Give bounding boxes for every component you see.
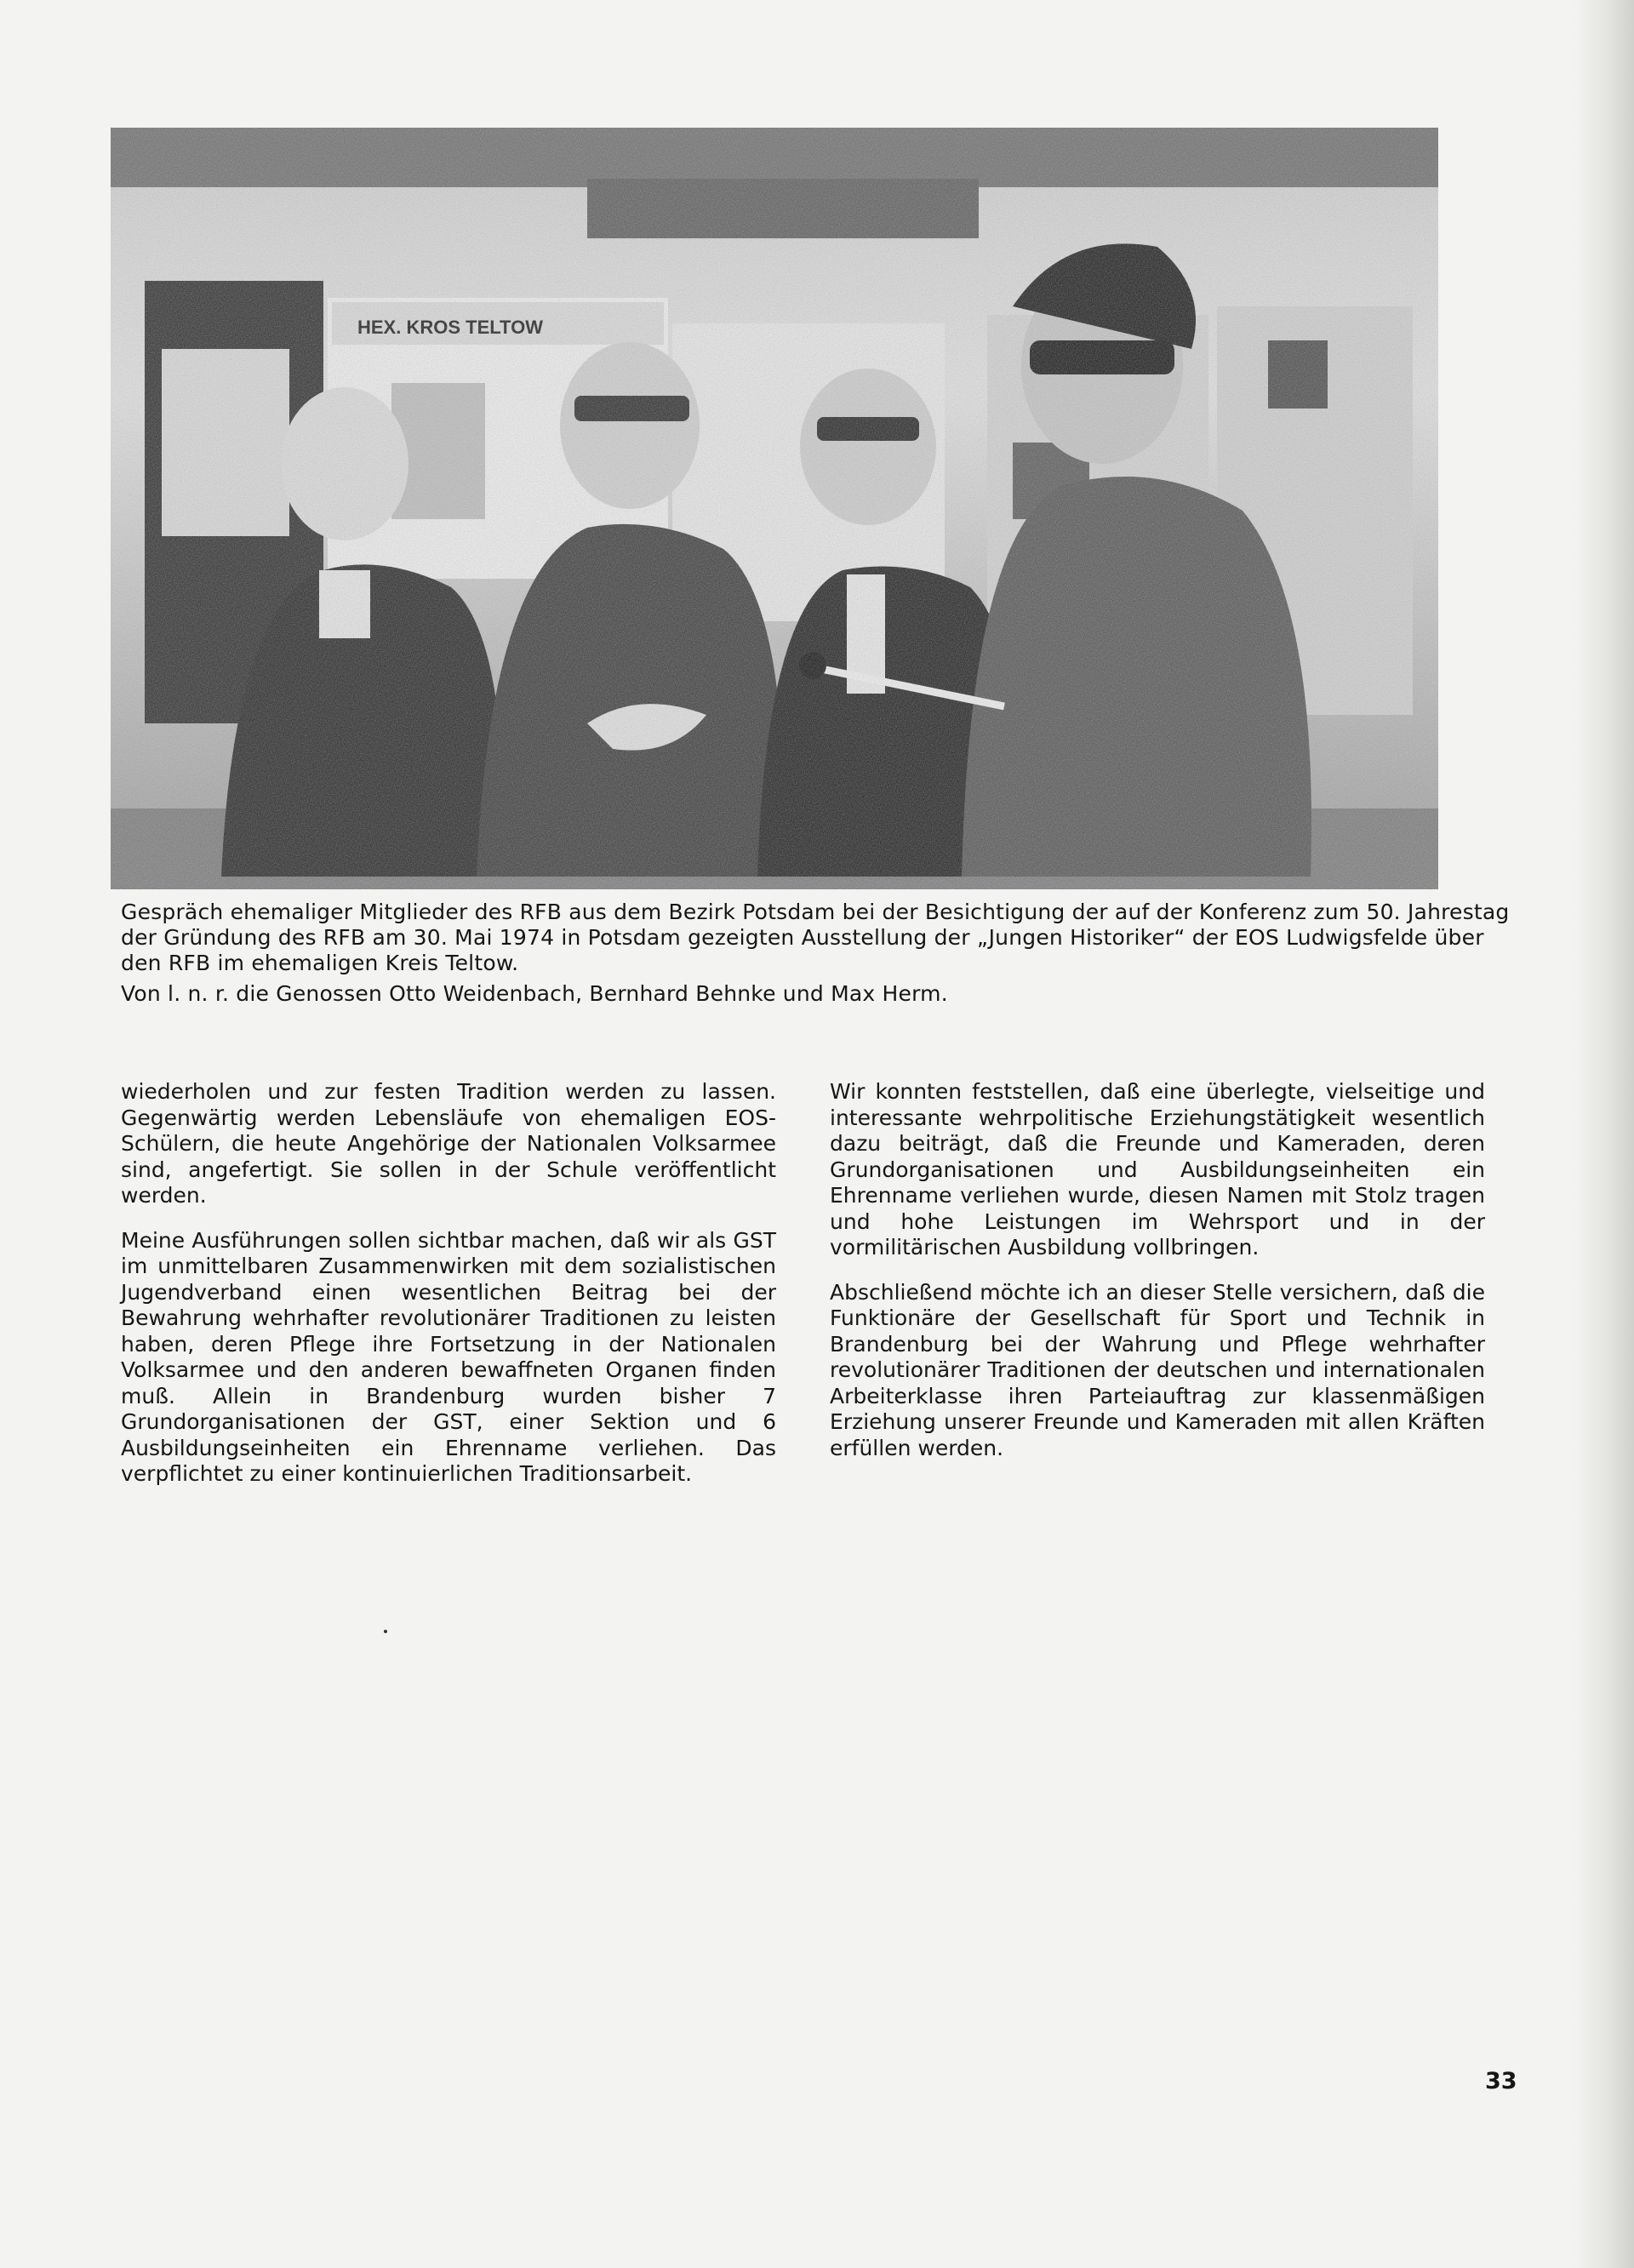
right-column [830,1079,1485,1480]
left-paragraph-1: wiederholen und zur festen Tradition werden zu lassen. Gegenwärtig werden Lebensläufe von ehemaligen EOS-Schülern, die heute Angehörige der Nationalen Volksarmee sind, angefertigt. Sie sollen in der Schule veröffentlicht werden. [121,1079,776,1208]
right-paragraph-1: Wir konnten feststellen, daß eine überlegte, vielseitige und interessante wehrpolitische Erziehungstätigkeit wesentlich dazu beiträgt, daß die Freunde und Kameraden, deren Grundorganisationen und Ausbildungseinheiten ein Ehrenname verliehen wurde, diesen Namen mit Stolz tragen und hohe Leistungen im Wehrsport und in der vormilitärischen Ausbildung vollbringen. [830,1079,1485,1260]
news-photo [111,128,1438,889]
page-number: 33 [1485,2068,1517,2094]
photo-icon [111,128,1438,889]
caption-names: Von l. n. r. die Genossen Otto Weidenbach, Bernhard Behnke und Max Herm. [121,981,948,1006]
caption-text: Gespräch ehemaliger Mitglieder des RFB aus dem Bezirk Potsdam bei der Besichtigung der auf der Konferenz zum 50. Jahrestag der Gründung des RFB am 30. Mai 1974 in Potsdam gezeigten Ausstellung der „Jungen Historiker“ der EOS Ludwigsfelde über den RFB im ehemaligen Kreis Teltow. [121,900,1510,975]
left-paragraph-2: Meine Ausführungen sollen sichtbar machen, daß wir als GST im unmittelbaren Zusammenwirken mit dem sozialistischen Jugendverband einen wesentlichen Beitrag bei der Bewahrung wehrhafter revolutionärer Traditionen zu leisten haben, deren Pflege ihre Fortsetzung in der Nationalen Volksarmee und den anderen bewaffneten Organen finden muß. Allein in Brandenburg wurden bisher 7 Grundorganisationen der GST, einer Sektion und 6 Ausbildungseinheiten ein Ehrenname verliehen. Das verpflichtet zu einer kontinuierlichen Traditionsarbeit. [121,1227,776,1486]
photo-caption [121,900,1525,1007]
right-paragraph-2: Abschließend möchte ich an dieser Stelle versichern, daß die Funktionäre der Gesellschaft für Sport und Technik in Brandenburg bei der Wahrung und Pflege wehrhafter revolutionärer Traditionen der deutschen und internationalen Arbeiterklasse ihren Parteiauftrag zur klassenmäßigen Erziehung unserer Freunde und Kameraden mit allen Kräften erfüllen werden. [830,1279,1485,1460]
page-edge-shadow [1574,0,1634,2268]
print-speck [384,1630,387,1633]
left-column [121,1079,776,1506]
